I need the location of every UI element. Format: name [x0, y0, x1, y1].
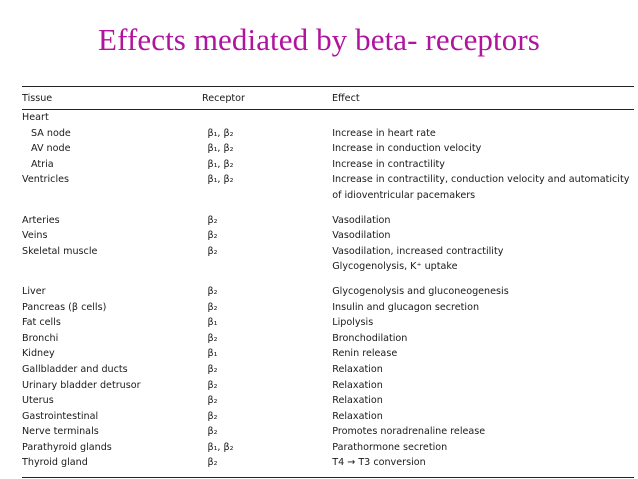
receptor-cell: β₂ — [207, 395, 218, 407]
tissue-cell: Urinary bladder detrusor — [22, 379, 141, 391]
receptor-cell: β₁, β₂ — [207, 441, 234, 453]
table-row — [22, 284, 634, 300]
table-row — [22, 424, 634, 440]
tissue-cell — [22, 259, 207, 275]
effect-cell: Promotes noradrenaline release — [332, 426, 486, 438]
table-row — [22, 172, 634, 188]
tissue-cell: Veins — [22, 230, 48, 242]
receptor-cell: β₁, β₂ — [207, 174, 234, 186]
effect-cell: T4 → T3 conversion — [332, 457, 426, 469]
effect-cell: Insulin and glucagon secretion — [332, 301, 480, 313]
receptor-cell: β₁, β₂ — [207, 127, 234, 139]
slide-title: Effects mediated by beta- receptors — [98, 22, 540, 57]
effect-cell: Vasodilation — [332, 230, 391, 242]
table-header — [22, 87, 634, 109]
effects-table-body — [22, 110, 634, 471]
table-bottom-rule — [22, 477, 634, 478]
effect-cell: Relaxation — [332, 363, 383, 375]
header-tissue: Tissue — [22, 92, 53, 104]
effect-cell: Glycogenolysis and gluconeogenesis — [332, 285, 509, 297]
spacer-cell — [22, 204, 634, 213]
tissue-cell — [22, 188, 207, 204]
tissue-cell: Fat cells — [22, 317, 61, 329]
receptor-cell: β₂ — [207, 301, 218, 313]
tissue-cell: SA node — [31, 127, 71, 139]
table-row — [22, 141, 634, 157]
tissue-cell: Parathyroid glands — [22, 441, 112, 453]
effect-cell: Renin release — [332, 348, 398, 360]
tissue-cell: Skeletal muscle — [22, 245, 98, 257]
receptor-cell: β₂ — [207, 379, 218, 391]
receptor-cell: β₂ — [207, 245, 218, 257]
effect-cell: Increase in conduction velocity — [332, 143, 482, 155]
effect-cell: of idioventricular pacemakers — [332, 189, 476, 201]
tissue-cell: Atria — [31, 158, 54, 170]
table-row — [22, 300, 634, 316]
effect-cell — [332, 110, 634, 126]
table-row — [22, 259, 634, 275]
table-row — [22, 409, 634, 425]
table-row — [22, 157, 634, 173]
receptor-cell: β₂ — [207, 230, 218, 242]
receptor-cell: β₂ — [207, 214, 218, 226]
table-row — [22, 228, 634, 244]
effect-cell: Vasodilation, increased contractility — [332, 245, 504, 257]
table-row — [22, 244, 634, 260]
header-effect: Effect — [332, 92, 360, 104]
receptor-cell: β₂ — [207, 285, 218, 297]
tissue-cell: Ventricles — [22, 174, 70, 186]
table-row — [22, 378, 634, 394]
table-row — [22, 331, 634, 347]
receptor-cell: β₂ — [207, 332, 218, 344]
table-row — [22, 393, 634, 409]
table-row — [22, 110, 634, 126]
effect-cell: Bronchodilation — [332, 332, 408, 344]
receptor-cell: β₁, β₂ — [207, 158, 234, 170]
effects-table — [22, 87, 634, 109]
header-row — [22, 87, 634, 109]
table-row — [22, 126, 634, 142]
tissue-cell: Gastrointestinal — [22, 410, 99, 422]
tissue-cell: Arteries — [22, 214, 60, 226]
group-spacer-row — [22, 275, 634, 284]
table-row — [22, 362, 634, 378]
effect-cell: Vasodilation — [332, 214, 391, 226]
effect-cell: Lipolysis — [332, 317, 374, 329]
receptor-cell — [207, 110, 332, 126]
receptor-cell: β₂ — [207, 457, 218, 469]
effect-cell: Relaxation — [332, 395, 383, 407]
receptor-cell: β₁ — [207, 348, 218, 360]
tissue-cell: Thyroid gland — [22, 457, 88, 469]
table-row — [22, 315, 634, 331]
table-row — [22, 455, 634, 471]
table-row — [22, 440, 634, 456]
tissue-cell: Heart — [22, 112, 49, 123]
receptor-cell — [207, 188, 332, 204]
effect-cell: Increase in contractility — [332, 158, 445, 170]
effect-cell: Relaxation — [332, 379, 383, 391]
receptor-cell — [207, 259, 332, 275]
group-spacer-row — [22, 204, 634, 213]
tissue-cell: Nerve terminals — [22, 426, 99, 438]
effect-cell: Relaxation — [332, 410, 383, 422]
effect-cell: Parathormone secretion — [332, 441, 448, 453]
receptor-cell: β₂ — [207, 410, 218, 422]
receptor-cell: β₂ — [207, 363, 218, 375]
tissue-cell: Liver — [22, 285, 46, 297]
receptor-cell: β₁ — [207, 317, 218, 329]
tissue-cell: Bronchi — [22, 332, 59, 344]
tissue-cell: Kidney — [22, 348, 55, 360]
tissue-cell: Gallbladder and ducts — [22, 363, 128, 375]
tissue-cell: Uterus — [22, 395, 54, 407]
table-row — [22, 213, 634, 229]
receptor-effects-table — [22, 86, 634, 478]
effect-cell: Glycogenolysis, K⁺ uptake — [332, 261, 458, 273]
receptor-cell: β₁, β₂ — [207, 143, 234, 155]
table-body — [22, 110, 634, 471]
tissue-cell: Pancreas (β cells) — [22, 301, 107, 313]
header-receptor: Receptor — [202, 92, 245, 104]
effect-cell: Increase in heart rate — [332, 127, 436, 139]
effect-cell: Increase in contractility, conduction velocity and automaticity — [332, 174, 630, 186]
table-row — [22, 188, 634, 204]
table-row — [22, 346, 634, 362]
receptor-cell: β₂ — [207, 426, 218, 438]
spacer-cell — [22, 275, 634, 284]
tissue-cell: AV node — [31, 143, 71, 155]
